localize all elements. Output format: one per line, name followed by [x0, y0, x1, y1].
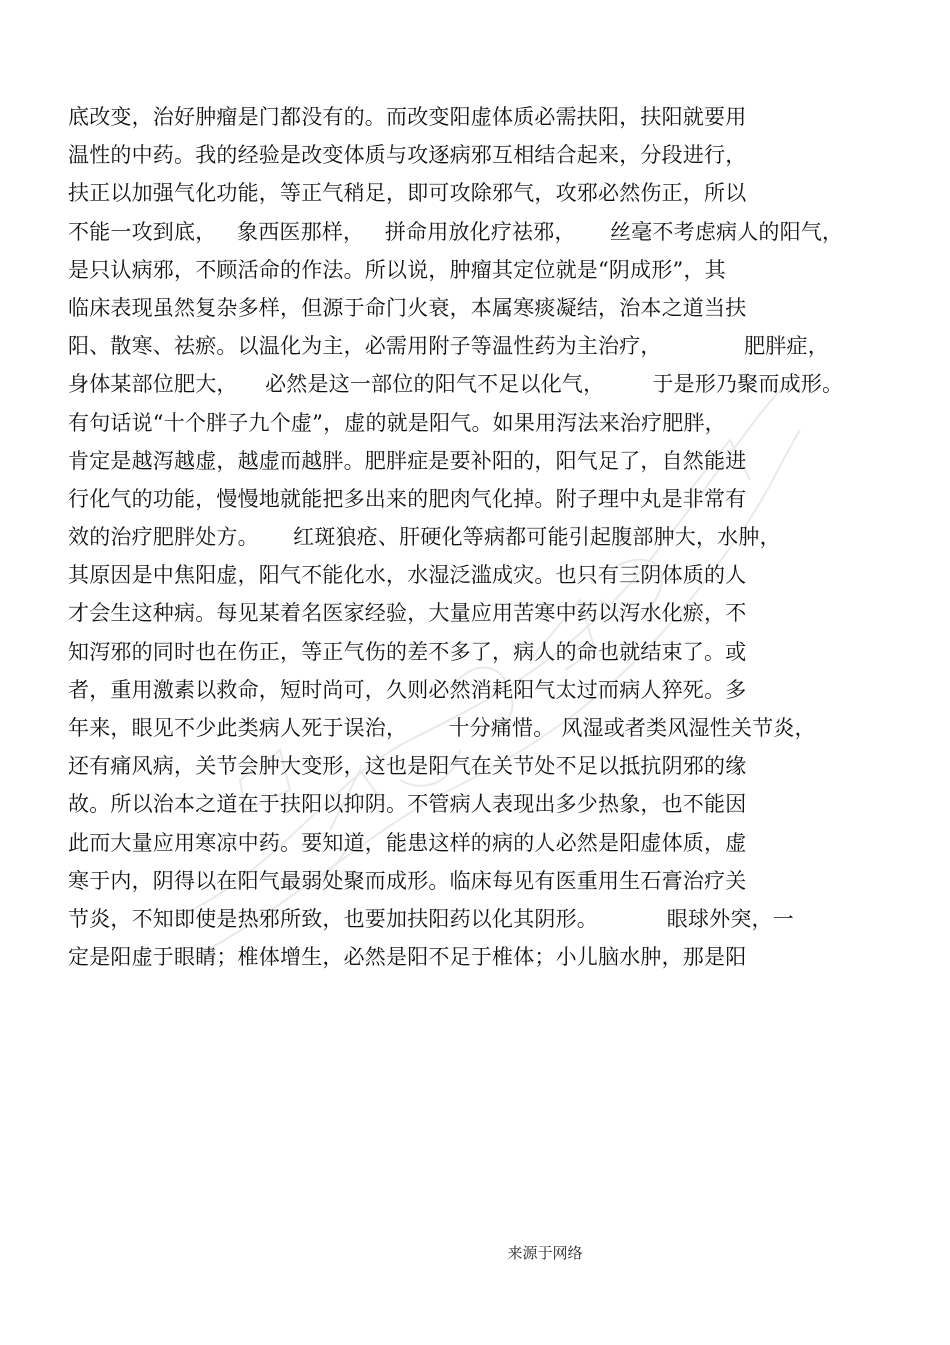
text-line-3: 扶正以加强气化功能，等正气稍足，即可攻除邪气，攻邪必然伤正，所以 [68, 181, 747, 206]
text-line-17: 年来，眼见不少此类病人死于误治， 十分痛惜。 风湿或者类风湿性关节炎， [68, 716, 816, 740]
text-line-20: 此而大量应用寒凉中药。要知道，能患这样的病的人必然是阳虚体质，虚 [68, 830, 747, 855]
text-line-2: 温性的中药。我的经验是改变体质与攻逐病邪互相结合起来，分段进行， [68, 143, 747, 168]
text-line-18: 还有痛风病，关节会肿大变形，这也是阳气在关节处不足以抵抗阴邪的缘 [68, 754, 747, 779]
text-line-13: 其原因是中焦阳虚，阳气不能化水，水湿泛滥成灾。也只有三阴体质的人 [68, 563, 747, 588]
text-line-8: 身体某部位肥大， 必然是这一部位的阳气不足以化气， 于是形乃聚而成形。 [68, 372, 844, 397]
text-line-16: 者，重用激素以救命，短时尚可，久则必然消耗阳气太过而病人猝死。多 [68, 677, 747, 702]
text-line-23: 定是阳虚于眼睛；椎体增生，必然是阳不足于椎体；小儿脑水肿，那是阳 [68, 945, 747, 970]
body-text [68, 98, 888, 976]
text-line-10: 肯定是越泻越虚，越虚而越胖。肥胖症是要补阳的，阳气足了，自然能进 [68, 448, 747, 473]
page-footer: 来源于网络 [507, 1244, 583, 1262]
text-line-1: 底改变，治好肿瘤是门都没有的。而改变阳虚体质必需扶阳，扶阳就要用 [68, 105, 747, 129]
text-line-12: 效的治疗肥胖处方。 红斑狼疮、肝硬化等病都可能引起腹部肿大，水肿， [68, 525, 781, 550]
text-line-22: 节炎，不知即使是热邪所致，也要加扶阳药以化其阴形。 眼球外突，一 [68, 906, 794, 931]
text-line-11: 行化气的功能，慢慢地就能把多出来的肥肉气化掉。附子理中丸是非常有 [68, 486, 747, 511]
text-line-15: 知泻邪的同时也在伤正，等正气伤的差不多了，病人的命也就结束了。或 [68, 639, 747, 664]
text-line-7: 阳、散寒、祛瘀。以温化为主，必需用附子等温性药为主治疗， 肥胖症， [68, 334, 829, 359]
text-line-14: 才会生这种病。每见某着名医家经验，大量应用苦寒中药以泻水化瘀，不 [68, 601, 747, 626]
text-line-21: 寒于内，阴得以在阳气最弱处聚而成形。临床每见有医重用生石膏治疗关 [68, 868, 747, 893]
text-line-9: 有句话说“十个胖子九个虚”，虚的就是阳气。如果用泻法来治疗肥胖， [68, 410, 726, 435]
text-line-4: 不能一攻到底， 象西医那样， 拼命用放化疗祛邪， 丝毫不考虑病人的阳气， [68, 219, 844, 244]
text-line-5: 是只认病邪，不顾活命的作法。所以说，肿瘤其定位就是“阴成形”，其 [68, 257, 726, 282]
text-line-19: 故。所以治本之道在于扶阳以抑阴。不管病人表现出多少热象，也不能因 [68, 792, 747, 817]
text-line-6: 临床表现虽然复杂多样，但源于命门火衰，本属寒痰凝结，治本之道当扶 [68, 295, 747, 320]
